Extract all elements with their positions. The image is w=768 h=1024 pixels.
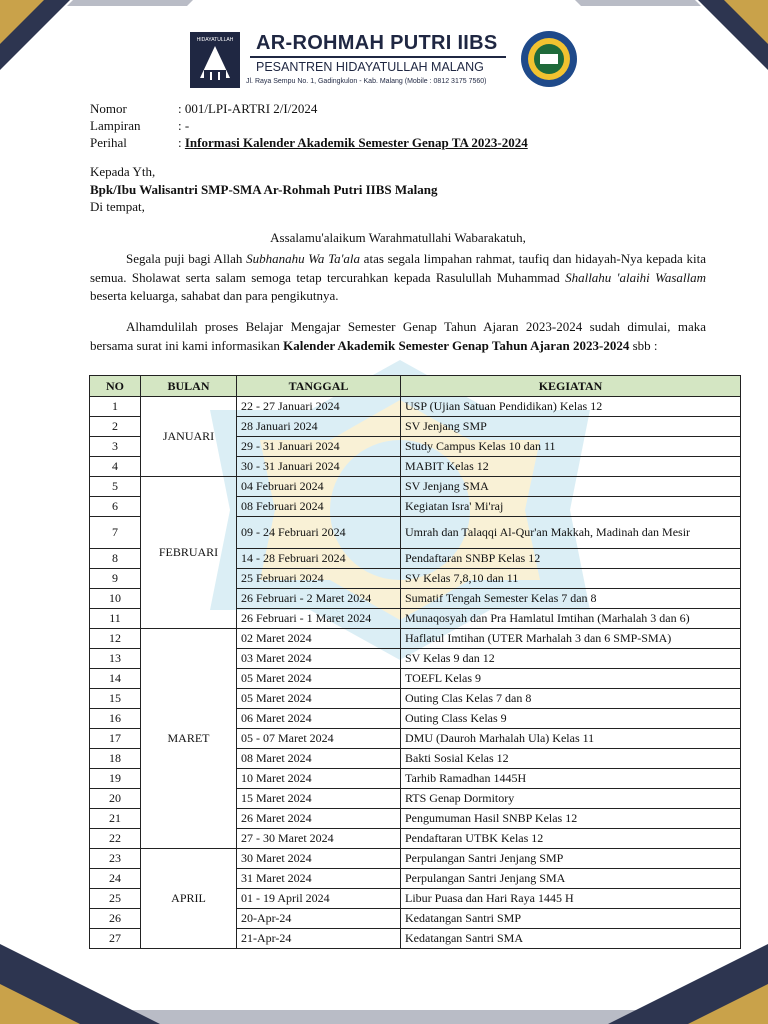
- row-no: 5: [90, 477, 141, 497]
- row-activity: Pendaftaran UTBK Kelas 12: [401, 829, 741, 849]
- row-date: 05 - 07 Maret 2024: [237, 729, 401, 749]
- school-seal-icon: [520, 30, 578, 88]
- row-no: 21: [90, 809, 141, 829]
- row-date: 26 Februari - 2 Maret 2024: [237, 589, 401, 609]
- logo-caption: HIDAYATULLAH: [196, 37, 234, 43]
- row-no: 16: [90, 709, 141, 729]
- header-bulan: BULAN: [141, 376, 237, 397]
- p2-text-a: Alhamdulilah proses Belajar Mengajar Semester Genap Tahun Ajaran 2023-2024 sudah dimulai, maka bersama surat ini kami informasikan: [90, 319, 706, 353]
- org-subtitle: PESANTREN HIDAYATULLAH MALANG: [256, 60, 484, 74]
- perihal-value: Informasi Kalender Akademik Semester Genap TA 2023-2024: [184, 135, 528, 150]
- row-activity: MABIT Kelas 12: [401, 457, 741, 477]
- row-date: 26 Maret 2024: [237, 809, 401, 829]
- table-row: [90, 477, 741, 497]
- row-activity: USP (Ujian Satuan Pendidikan) Kelas 12: [401, 397, 741, 417]
- row-no: 4: [90, 457, 141, 477]
- row-no: 23: [90, 849, 141, 869]
- meta-lampiran: [90, 117, 528, 134]
- row-date: 10 Maret 2024: [237, 769, 401, 789]
- table-header-row: [90, 376, 741, 397]
- meta-perihal: [90, 134, 528, 151]
- row-activity: Umrah dan Talaqqi Al-Qur'an Makkah, Madinah dan Mesir: [401, 517, 741, 549]
- row-date: 30 - 31 Januari 2024: [237, 457, 401, 477]
- row-activity: Outing Class Kelas 9: [401, 709, 741, 729]
- org-address: Jl. Raya Sempu No. 1, Gadingkulon - Kab. Malang (Mobile : 0812 3175 7560): [246, 78, 487, 85]
- row-activity: TOEFL Kelas 9: [401, 669, 741, 689]
- row-no: 14: [90, 669, 141, 689]
- month-cell-maret: MARET: [141, 629, 237, 849]
- row-date: 28 Januari 2024: [237, 417, 401, 437]
- p2-text-c: sbb :: [629, 337, 658, 353]
- row-no: 9: [90, 569, 141, 589]
- row-date: 06 Maret 2024: [237, 709, 401, 729]
- header-no: NO: [90, 376, 141, 397]
- row-date: 14 - 28 Februari 2024: [237, 549, 401, 569]
- row-no: 26: [90, 909, 141, 929]
- perihal-label: Perihal: [90, 135, 127, 150]
- row-date: 29 - 31 Januari 2024: [237, 437, 401, 457]
- row-date: 15 Maret 2024: [237, 789, 401, 809]
- row-activity: Pendaftaran SNBP Kelas 12: [401, 549, 741, 569]
- row-no: 27: [90, 929, 141, 949]
- academic-calendar-table: [89, 375, 741, 949]
- row-no: 3: [90, 437, 141, 457]
- row-date: 31 Maret 2024: [237, 869, 401, 889]
- row-activity: Study Campus Kelas 10 dan 11: [401, 437, 741, 457]
- recipient-place: Di tempat,: [90, 199, 145, 214]
- row-activity: SV Kelas 9 dan 12: [401, 649, 741, 669]
- top-stripe-left: [67, 0, 193, 6]
- row-no: 1: [90, 397, 141, 417]
- corner-accent-bottom-right: [688, 984, 768, 1024]
- nomor-label: Nomor: [90, 101, 127, 116]
- header-kegiatan: KEGIATAN: [401, 376, 741, 397]
- row-activity: Kegiatan Isra' Mi'raj: [401, 497, 741, 517]
- row-activity: Sumatif Tengah Semester Kelas 7 dan 8: [401, 589, 741, 609]
- row-date: 05 Maret 2024: [237, 689, 401, 709]
- row-no: 10: [90, 589, 141, 609]
- row-activity: Pengumuman Hasil SNBP Kelas 12: [401, 809, 741, 829]
- nomor-value: : 001/LPI-ARTRI 2/I/2024: [178, 101, 318, 116]
- row-date: 08 Februari 2024: [237, 497, 401, 517]
- table-row: [90, 629, 741, 649]
- row-date: 03 Maret 2024: [237, 649, 401, 669]
- row-date: 27 - 30 Maret 2024: [237, 829, 401, 849]
- row-no: 2: [90, 417, 141, 437]
- row-activity: Bakti Sosial Kelas 12: [401, 749, 741, 769]
- row-no: 15: [90, 689, 141, 709]
- p1-italic-a: Subhanahu Wa Ta'ala: [246, 251, 361, 266]
- row-activity: Outing Clas Kelas 7 dan 8: [401, 689, 741, 709]
- salam-opening: Assalamu'alaikum Warahmatullahi Wabarakatuh,: [270, 230, 526, 245]
- row-activity: Haflatul Imtihan (UTER Marhalah 3 dan 6 SMP-SMA): [401, 629, 741, 649]
- corner-accent-top-right: [724, 0, 768, 44]
- row-no: 18: [90, 749, 141, 769]
- row-no: 22: [90, 829, 141, 849]
- row-date: 25 Februari 2024: [237, 569, 401, 589]
- row-no: 7: [90, 517, 141, 549]
- row-activity: SV Jenjang SMP: [401, 417, 741, 437]
- month-cell-januari: JANUARI: [141, 397, 237, 477]
- row-no: 8: [90, 549, 141, 569]
- row-no: 12: [90, 629, 141, 649]
- top-stripe-right: [575, 0, 701, 6]
- p1-text-a: Segala puji bagi Allah: [126, 251, 247, 266]
- row-activity: SV Kelas 7,8,10 dan 11: [401, 569, 741, 589]
- row-no: 17: [90, 729, 141, 749]
- corner-accent-bottom-left: [0, 984, 80, 1024]
- paragraph-1: [90, 250, 706, 306]
- lampiran-label: Lampiran: [90, 118, 141, 133]
- row-date: 02 Maret 2024: [237, 629, 401, 649]
- row-activity: Kedatangan Santri SMP: [401, 909, 741, 929]
- hidayatullah-logo-icon: [190, 32, 240, 88]
- table-row: [90, 849, 741, 869]
- row-activity: Munaqosyah dan Pra Hamlatul Imtihan (Marhalah 3 dan 6): [401, 609, 741, 629]
- title-divider: [250, 56, 506, 58]
- recipient-block: [90, 163, 437, 216]
- letterhead: [190, 28, 580, 90]
- row-activity: RTS Genap Dormitory: [401, 789, 741, 809]
- perihal-value-wrap: [178, 134, 528, 151]
- paragraph-2: [90, 318, 706, 355]
- table-row: [90, 397, 741, 417]
- row-activity: DMU (Dauroh Marhalah Ula) Kelas 11: [401, 729, 741, 749]
- month-cell-februari: FEBRUARI: [141, 477, 237, 629]
- p2-bold: Kalender Akademik Semester Genap Tahun Ajaran 2023-2024: [283, 337, 630, 353]
- row-activity: Perpulangan Santri Jenjang SMA: [401, 869, 741, 889]
- header-tanggal: TANGGAL: [237, 376, 401, 397]
- lampiran-value: : -: [178, 118, 190, 133]
- row-no: 6: [90, 497, 141, 517]
- p1-italic-b: Shallahu 'alaihi Wasallam: [565, 269, 706, 285]
- row-no: 11: [90, 609, 141, 629]
- row-no: 19: [90, 769, 141, 789]
- row-activity: Kedatangan Santri SMA: [401, 929, 741, 949]
- row-no: 24: [90, 869, 141, 889]
- meta-nomor: [90, 100, 528, 117]
- row-date: 04 Februari 2024: [237, 477, 401, 497]
- row-date: 21-Apr-24: [237, 929, 401, 949]
- row-date: 09 - 24 Februari 2024: [237, 517, 401, 549]
- row-date: 01 - 19 April 2024: [237, 889, 401, 909]
- row-date: 05 Maret 2024: [237, 669, 401, 689]
- recipient-name: Bpk/Ibu Walisantri SMP-SMA Ar-Rohmah Putri IIBS Malang: [90, 181, 438, 197]
- row-date: 08 Maret 2024: [237, 749, 401, 769]
- row-activity: Libur Puasa dan Hari Raya 1445 H: [401, 889, 741, 909]
- row-date: 26 Februari - 1 Maret 2024: [237, 609, 401, 629]
- row-activity: Perpulangan Santri Jenjang SMP: [401, 849, 741, 869]
- row-date: 20-Apr-24: [237, 909, 401, 929]
- p1-text-c: beserta keluarga, sahabat dan para pengikutnya.: [90, 288, 339, 303]
- row-activity: SV Jenjang SMA: [401, 477, 741, 497]
- row-activity: Tarhib Ramadhan 1445H: [401, 769, 741, 789]
- perihal-colon: :: [178, 135, 185, 150]
- org-title: AR-ROHMAH PUTRI IIBS: [256, 32, 498, 54]
- p1-text-b: atas segala limpahan rahmat, taufiq dan hidayah-Nya kepada kita semua. Sholawat serta salam semoga tetap tercurahkan kepada Rasulullah Muhammad: [90, 251, 706, 285]
- row-no: 25: [90, 889, 141, 909]
- row-date: 22 - 27 Januari 2024: [237, 397, 401, 417]
- recipient-greeting: Kepada Yth,: [90, 164, 156, 179]
- letter-meta: [90, 100, 528, 151]
- row-no: 20: [90, 789, 141, 809]
- corner-accent-top-left: [0, 0, 44, 44]
- row-date: 30 Maret 2024: [237, 849, 401, 869]
- row-no: 13: [90, 649, 141, 669]
- month-cell-april: APRIL: [141, 849, 237, 949]
